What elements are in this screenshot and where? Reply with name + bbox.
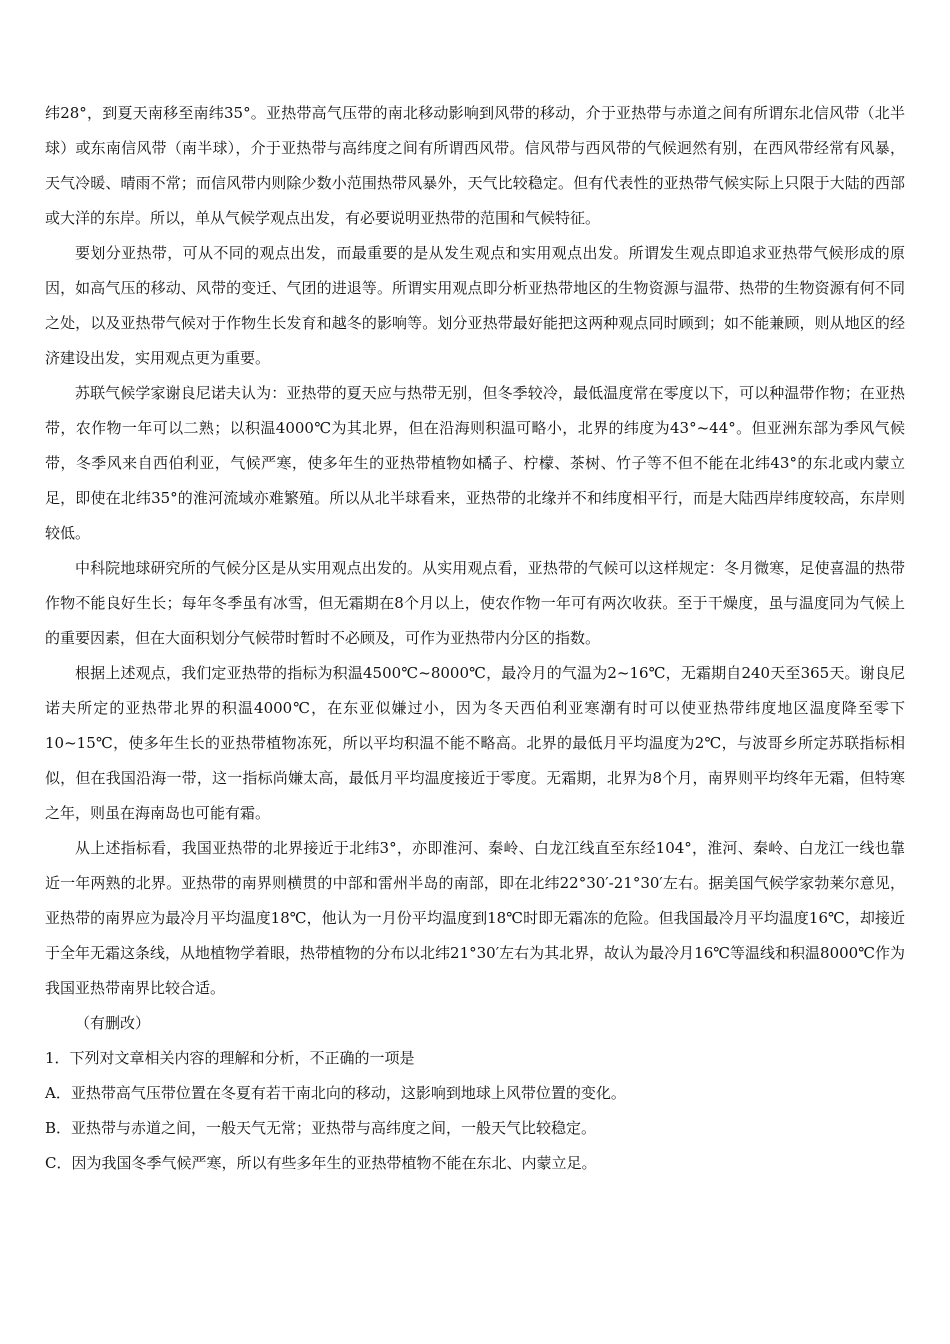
- article-paragraph-3: 苏联气候学家谢良尼诺夫认为：亚热带的夏天应与热带无别，但冬季较冷，最低温度常在零度以下，可以种温带作物；在亚热带，农作物一年可以二熟；以积温4000℃为其北界，但在沿海则积温可略小，北界的纬度为43°~44°。但亚洲东部为季风气候带，冬季风来自西伯利亚，气候严寒，使多年生的亚热带植物如橘子、柠檬、茶树、竹子等不但不能在北纬43°的东北或内蒙立足，即使在北纬35°的淮河流域亦难繁殖。所以从北半球看来，亚热带的北缘并不和纬度相平行，而是大陆西岸纬度较高，东岸则较低。: [45, 384, 905, 542]
- article-paragraph-6: 从上述指标看，我国亚热带的北界接近于北纬3°，亦即淮河、秦岭、白龙江线直至东经104°，淮河、秦岭、白龙江一线也靠近一年两熟的北界。亚热带的南界则横贯的中部和雷州半岛的南部，即在北纬22°30′-21°30′左右。据美国气候学家勃莱尔意见，亚热带的南界应为最冷月平均温度18℃，他认为一月份平均温度到18℃时即无霜冻的危险。但我国最冷月平均温度16℃，却接近于全年无霜这条线，从地植物学着眼，热带植物的分布以北纬21°30′左右为其北界，故认为最冷月16℃等温线和积温8000℃作为我国亚热带南界比较合适。: [45, 839, 905, 997]
- article-paragraph-2: 要划分亚热带，可从不同的观点出发，而最重要的是从发生观点和实用观点出发。所谓发生观点即追求亚热带气候形成的原因，如高气压的移动、风带的变迁、气团的进退等。所谓实用观点即分析亚热带地区的生物资源与温带、热带的生物资源有何不同之处，以及亚热带气候对于作物生长发育和越冬的影响等。划分亚热带最好能把这两种观点同时顾到；如不能兼顾，则从地区的经济建设出发，实用观点更为重要。: [45, 244, 905, 367]
- article-paragraph-1: 纬28°，到夏天南移至南纬35°。亚热带高气压带的南北移动影响到风带的移动，介于亚热带与赤道之间有所谓东北信风带（北半球）或东南信风带（南半球），介于亚热带与高纬度之间有所谓西风带。信风带与西风带的气候迥然有别，在西风带经常有风暴，天气冷暖、晴雨不常；而信风带内则除少数小范围热带风暴外，天气比较稳定。但有代表性的亚热带气候实际上只限于大陆的西部或大洋的东岸。所以，单从气候学观点出发，有必要说明亚热带的范围和气候特征。: [45, 104, 905, 227]
- edit-note: （有删改）: [75, 1014, 151, 1032]
- option-c: C．因为我国冬季气候严寒，所以有些多年生的亚热带植物不能在东北、内蒙立足。: [45, 1154, 597, 1172]
- article-paragraph-5: 根据上述观点，我们定亚热带的指标为积温4500℃~8000℃，最冷月的气温为2~16℃，无霜期自240天至365天。谢良尼诺夫所定的亚热带北界的积温4000℃，在东亚似嫌过小，因为冬天西伯利亚寒潮有时可以使亚热带纬度地区温度降至零下10~15℃，使多年生长的亚热带植物冻死，所以平均积温不能不略高。北界的最低月平均温度为2℃，与波哥乡所定苏联指标相似，但在我国沿海一带，这一指标尚嫌太高，最低月平均温度接近于零度。无霜期，北界为8个月，南界则平均终年无霜，但特寒之年，则虽在海南岛也可能有霜。: [45, 664, 905, 822]
- option-b: B．亚热带与赤道之间，一般天气无常；亚热带与高纬度之间，一般天气比较稳定。: [45, 1119, 597, 1137]
- option-a: A．亚热带高气压带位置在冬夏有若干南北向的移动，这影响到地球上风带位置的变化。: [45, 1084, 626, 1102]
- article-paragraph-4: 中科院地球研究所的气候分区是从实用观点出发的。从实用观点看，亚热带的气候可以这样规定：冬月微寒，足使喜温的热带作物不能良好生长；每年冬季虽有冰雪，但无霜期在8个月以上，使农作物一年可有两次收获。至于干燥度，虽与温度同为气候上的重要因素，但在大面积划分气候带时暂时不必顾及，可作为亚热带内分区的指数。: [45, 559, 905, 647]
- document-content: [45, 96, 905, 1181]
- question-stem: 1．下列对文章相关内容的理解和分析，不正确的一项是: [45, 1049, 415, 1067]
